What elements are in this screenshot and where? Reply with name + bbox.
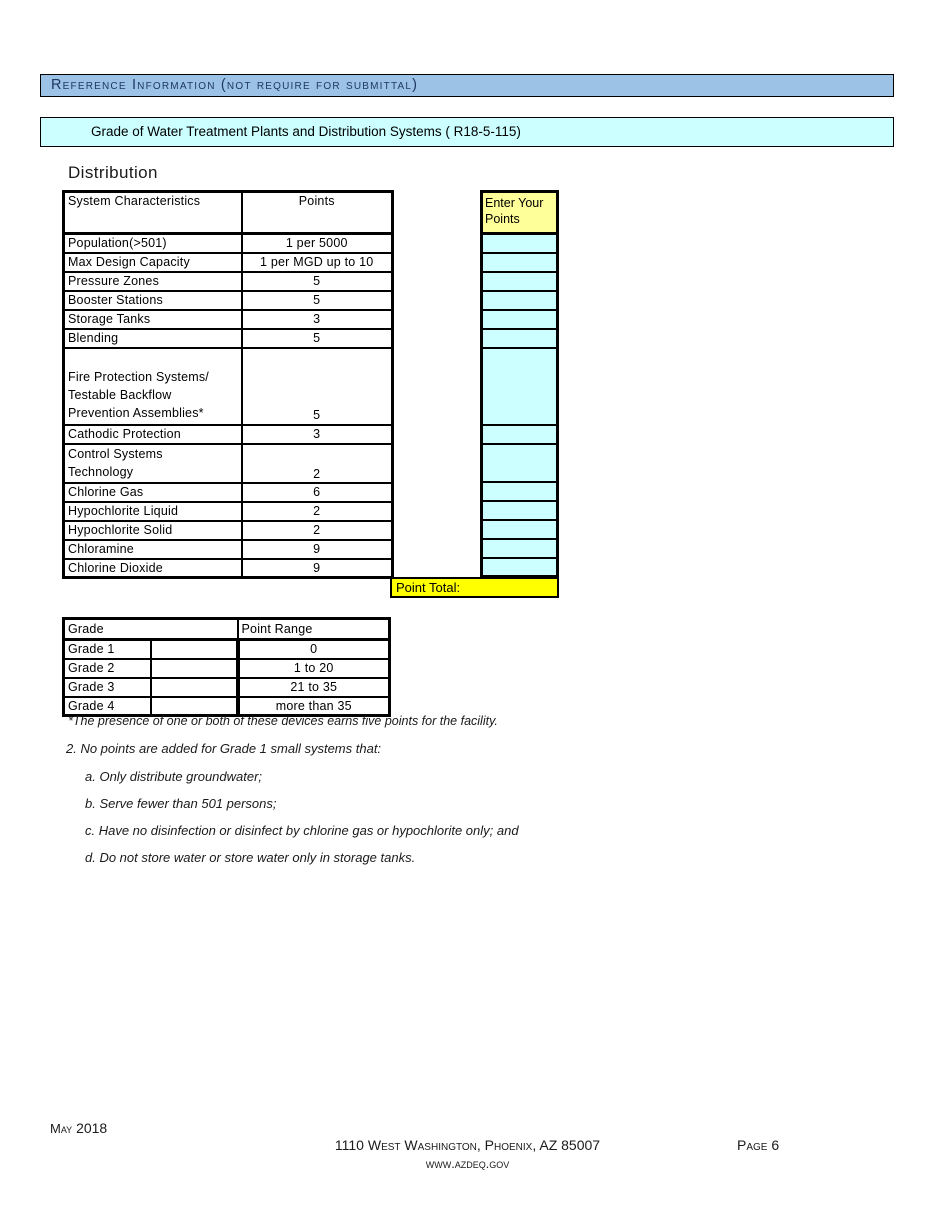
- note-item-2: 2. No points are added for Grade 1 small systems that:: [66, 741, 382, 756]
- footnote-asterisk: *The presence of one or both of these devices earns five points for the facility.: [68, 714, 498, 728]
- row-points: 5: [242, 348, 393, 425]
- grade-rule-banner: Grade of Water Treatment Plants and Distribution Systems ( R18-5-115): [40, 117, 894, 147]
- table-row: [64, 291, 393, 310]
- row-label-line: Control Systems: [68, 446, 163, 461]
- grade-row: [64, 678, 390, 697]
- points-input-cell[interactable]: [482, 482, 558, 501]
- row-label: Chlorine Dioxide: [64, 559, 242, 578]
- points-input-cell[interactable]: [482, 558, 558, 577]
- grade-label: Grade 4: [64, 697, 151, 716]
- row-label-line: Technology: [68, 464, 134, 479]
- note-item-2c: c. Have no disinfection or disinfect by chlorine gas or hypochlorite only; and: [85, 823, 519, 838]
- row-label: [64, 444, 242, 483]
- footer-website: www.azdeq.gov: [425, 1157, 510, 1171]
- table-row: [64, 272, 393, 291]
- grade-range: 0: [238, 640, 390, 659]
- table-row: [64, 521, 393, 540]
- row-label: Hypochlorite Solid: [64, 521, 242, 540]
- header-system-characteristics: System Characteristics: [64, 192, 242, 234]
- table-row: [64, 540, 393, 559]
- row-label: Hypochlorite Liquid: [64, 502, 242, 521]
- table-row: [64, 234, 393, 253]
- grade-label: Grade 3: [64, 678, 151, 697]
- grade-label: Grade 2: [64, 659, 151, 678]
- grade-header-row: [64, 619, 390, 640]
- row-label: Chloramine: [64, 540, 242, 559]
- reference-information-banner: Reference Information (not require for submittal): [40, 74, 894, 97]
- row-label: Max Design Capacity: [64, 253, 242, 272]
- row-points: 5: [242, 272, 393, 291]
- points-input-cell[interactable]: [482, 444, 558, 482]
- footer-address: 1110 West Washington, Phoenix, AZ 85007: [334, 1137, 601, 1153]
- grade-row: [64, 697, 390, 716]
- table-row: [64, 502, 393, 521]
- row-points: 9: [242, 559, 393, 578]
- row-points: 5: [242, 291, 393, 310]
- footer-date: [50, 1120, 107, 1136]
- row-points: 2: [242, 521, 393, 540]
- enter-your-points-header: Enter Your Points: [482, 192, 558, 234]
- table-row: [64, 483, 393, 502]
- system-characteristics-table: [62, 190, 394, 579]
- row-label: [64, 348, 242, 425]
- row-points: 9: [242, 540, 393, 559]
- points-input-cell[interactable]: [482, 291, 558, 310]
- point-total-bar: [390, 577, 559, 598]
- note-item-2a: a. Only distribute groundwater;: [85, 769, 263, 784]
- grade-1-checkbox[interactable]: [151, 640, 238, 659]
- row-label: Storage Tanks: [64, 310, 242, 329]
- points-input-cell[interactable]: [482, 329, 558, 348]
- points-input-cell[interactable]: [482, 253, 558, 272]
- row-points: 5: [242, 329, 393, 348]
- table-row: [64, 310, 393, 329]
- note-item-2b: b. Serve fewer than 501 persons;: [85, 796, 277, 811]
- table-header-row: [64, 192, 393, 234]
- grade-table: [62, 617, 391, 717]
- grade-2-checkbox[interactable]: [151, 659, 238, 678]
- points-input-cell[interactable]: [482, 425, 558, 444]
- row-label-line: Prevention Assemblies*: [68, 405, 204, 420]
- row-label-line: Testable Backflow: [68, 387, 172, 402]
- table-row: [64, 329, 393, 348]
- row-points: 3: [242, 310, 393, 329]
- row-label: Booster Stations: [64, 291, 242, 310]
- points-input-cell[interactable]: [482, 501, 558, 520]
- grade-range: more than 35: [238, 697, 390, 716]
- row-label-line: Fire Protection Systems/: [68, 369, 209, 384]
- table-row-control-systems: [64, 444, 393, 483]
- grade-row: [64, 659, 390, 678]
- table-row-fire-protection: [64, 348, 393, 425]
- row-points: 2: [242, 502, 393, 521]
- row-points: 1 per 5000: [242, 234, 393, 253]
- points-input-cell[interactable]: [482, 310, 558, 329]
- table-row: [64, 425, 393, 444]
- points-input-cell[interactable]: [482, 272, 558, 291]
- grade-4-checkbox[interactable]: [151, 697, 238, 716]
- row-points: 2: [242, 444, 393, 483]
- grade-range: 21 to 35: [238, 678, 390, 697]
- note-item-2d: d. Do not store water or store water only in storage tanks.: [85, 850, 416, 865]
- points-input-cell[interactable]: [482, 520, 558, 539]
- row-label: Chlorine Gas: [64, 483, 242, 502]
- row-points: 3: [242, 425, 393, 444]
- footer-page-number: Page 6: [737, 1137, 780, 1153]
- points-input-cell[interactable]: [482, 348, 558, 425]
- row-label: Cathodic Protection: [64, 425, 242, 444]
- points-input-cell[interactable]: [482, 539, 558, 558]
- row-points: 6: [242, 483, 393, 502]
- point-total-label: Point Total:: [396, 580, 461, 595]
- footer-date-year: 2018: [76, 1120, 108, 1136]
- row-label: Population(>501): [64, 234, 242, 253]
- enter-your-points-column: [480, 190, 559, 578]
- header-grade: Grade: [64, 619, 238, 640]
- point-total-value[interactable]: [460, 579, 557, 596]
- header-points: Points: [242, 192, 393, 234]
- grade-row: [64, 640, 390, 659]
- row-points: 1 per MGD up to 10: [242, 253, 393, 272]
- grade-range: 1 to 20: [238, 659, 390, 678]
- header-point-range: Point Range: [238, 619, 390, 640]
- table-row: [64, 253, 393, 272]
- row-label: Blending: [64, 329, 242, 348]
- enter-points-header-row: [482, 192, 558, 234]
- grade-3-checkbox[interactable]: [151, 678, 238, 697]
- section-title-distribution: Distribution: [68, 163, 158, 182]
- table-row: [64, 559, 393, 578]
- row-label: Pressure Zones: [64, 272, 242, 291]
- points-input-cell[interactable]: [482, 234, 558, 253]
- grade-label: Grade 1: [64, 640, 151, 659]
- footer-date-month: May: [50, 1121, 73, 1136]
